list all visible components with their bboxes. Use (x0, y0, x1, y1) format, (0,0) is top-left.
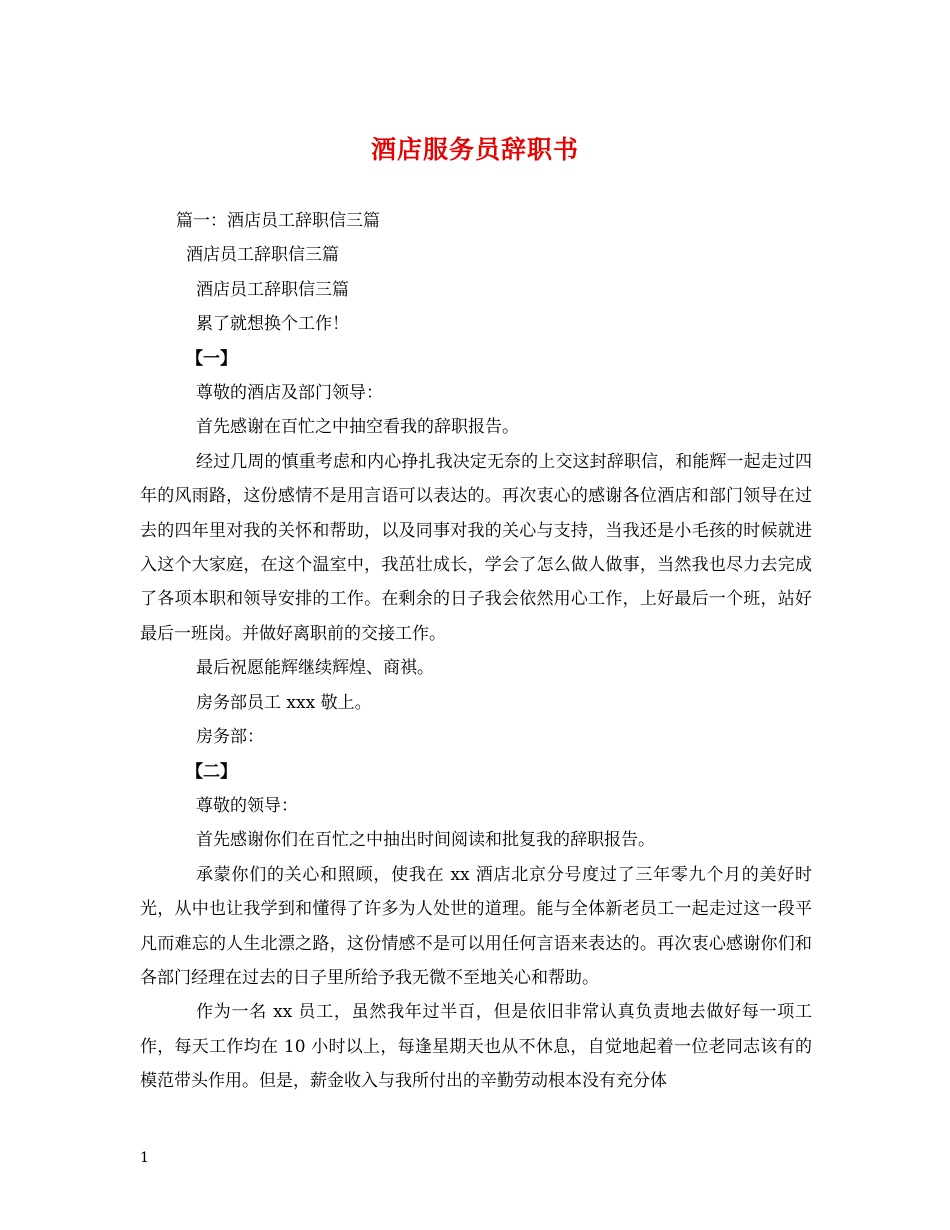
part-marker: 【二】 (186, 761, 237, 782)
paragraph: 首先感谢在百忙之中抽空看我的辞职报告。 (196, 417, 519, 438)
document-body (140, 204, 812, 1099)
document-title: 酒店服务员辞职书 (370, 135, 579, 164)
signature-line: 房务部员工 xxx 敬上。 (196, 692, 372, 713)
salutation: 尊敬的领导： (196, 795, 298, 816)
salutation: 尊敬的酒店及部门领导： (196, 383, 383, 404)
department-line: 房务部： (196, 727, 264, 748)
paragraph: 最后祝愿能辉继续辉煌、商祺。 (196, 658, 434, 679)
paragraph: 承蒙你们的关心和照顾，使我在 xx 酒店北京分号度过了三年零九个月的美好时光，从中也让我学到和懂得了许多为人处世的道理。能与全体新老员工一起走过这一段平凡而难忘的人生北漂之路，这份情感不是可以用任何言语来表达的。再次衷心感谢你们和各部门经理在过去的日子里所给予我无微不至地关心和帮助。 (140, 864, 812, 988)
paragraph: 经过几周的慎重考虑和内心挣扎我决定无奈的上交这封辞职信，和能辉一起走过四年的风雨路，这份感情不是用言语可以表达的。再次衷心的感谢各位酒店和部门领导在过去的四年里对我的关怀和帮助，以及同事对我的关心与支持，当我还是小毛孩的时候就进入这个大家庭，在这个温室中，我茁壮成长，学会了怎么做人做事，当然我也尽力去完成了各项本职和领导安排的工作。在剩余的日子我会依然用心工作，上好最后一个班，站好最后一班岗。并做好离职前的交接工作。 (140, 451, 812, 644)
paragraph: 累了就想换个工作！ (196, 314, 349, 335)
section-heading: 篇一：酒店员工辞职信三篇 (176, 211, 380, 231)
sub-heading: 酒店员工辞职信三篇 (196, 279, 349, 300)
paragraph: 作为一名 xx 员工，虽然我年过半百，但是依旧非常认真负责地去做好每一项工作，每天工作均在 10 小时以上，每逢星期天也从不休息，自觉地起着一位老同志该有的模范带头作用。但是，薪金收入与我所付出的辛勤劳动根本没有充分体 (140, 1002, 812, 1092)
part-marker: 【一】 (186, 348, 237, 369)
page-number: 1 (140, 1150, 149, 1166)
paragraph: 首先感谢你们在百忙之中抽出时间阅读和批复我的辞职报告。 (196, 830, 655, 851)
sub-heading: 酒店员工辞职信三篇 (186, 245, 339, 266)
